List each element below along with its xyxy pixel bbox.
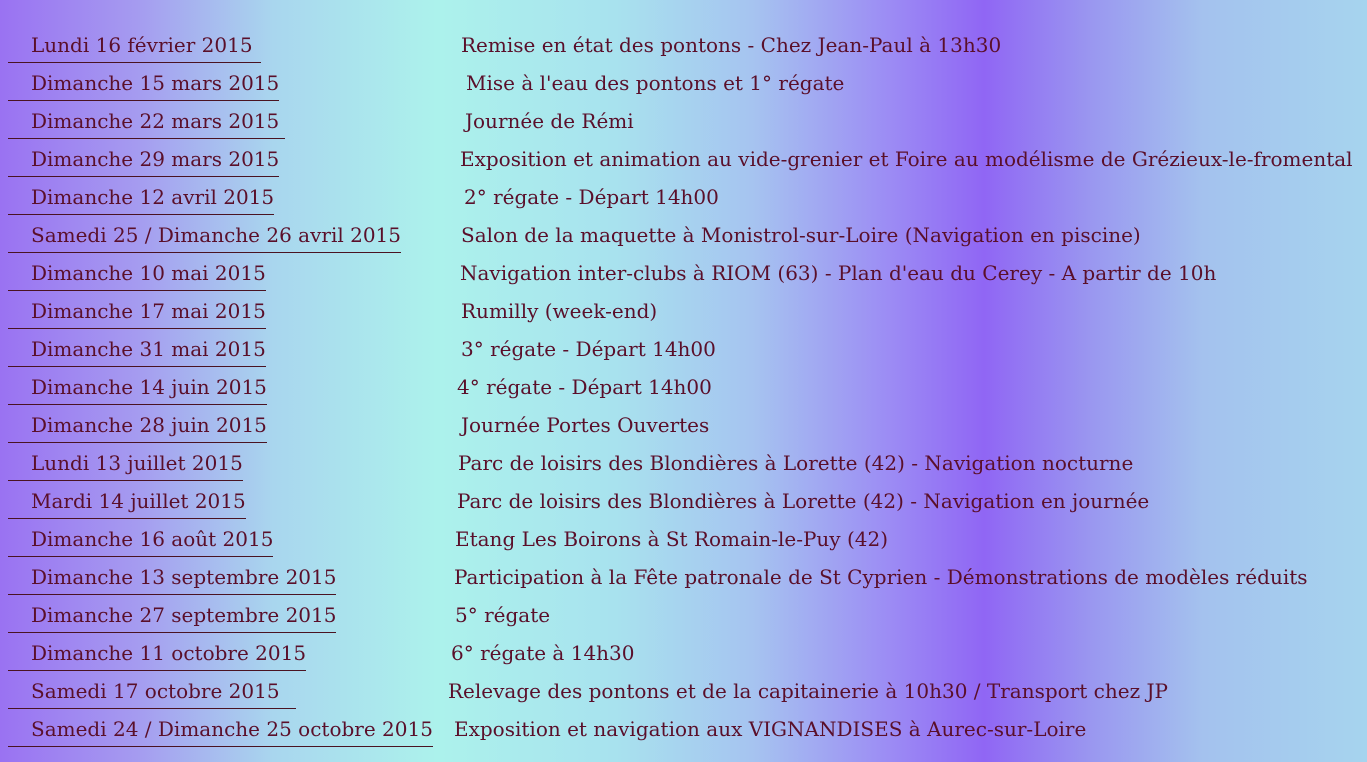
event-description: Salon de la maquette à Monistrol-sur-Loire (Navigation en piscine) <box>461 223 1141 247</box>
schedule-row <box>0 634 1367 672</box>
event-date: Dimanche 11 octobre 2015 <box>8 634 306 671</box>
event-description: Mise à l'eau des pontons et 1° régate <box>466 71 845 95</box>
schedule-row <box>0 26 1367 64</box>
event-date: Dimanche 31 mai 2015 <box>8 330 266 367</box>
schedule-row <box>0 102 1367 140</box>
schedule-row <box>0 368 1367 406</box>
schedule-row <box>0 482 1367 520</box>
schedule-row <box>0 444 1367 482</box>
schedule-row <box>0 330 1367 368</box>
event-description: Participation à la Fête patronale de St Cyprien - Démonstrations de modèles réduits <box>454 565 1308 589</box>
schedule-row <box>0 64 1367 102</box>
schedule-row <box>0 520 1367 558</box>
event-date: Dimanche 14 juin 2015 <box>8 368 267 405</box>
schedule-row <box>0 672 1367 710</box>
event-description: Etang Les Boirons à St Romain-le-Puy (42) <box>455 527 889 551</box>
schedule-row <box>0 596 1367 634</box>
event-description: Parc de loisirs des Blondières à Lorette (42) - Navigation nocturne <box>458 451 1134 475</box>
event-date: Dimanche 12 avril 2015 <box>8 178 274 215</box>
event-date: Dimanche 15 mars 2015 <box>8 64 279 101</box>
event-description: Exposition et navigation aux VIGNANDISES à Aurec-sur-Loire <box>454 717 1087 741</box>
event-date: Dimanche 17 mai 2015 <box>8 292 266 329</box>
event-date: Lundi 13 juillet 2015 <box>8 444 243 481</box>
schedule-row <box>0 292 1367 330</box>
event-description: 2° régate - Départ 14h00 <box>464 185 719 209</box>
event-description: 6° régate à 14h30 <box>451 641 635 665</box>
event-description: Rumilly (week-end) <box>461 299 658 323</box>
schedule-row <box>0 140 1367 178</box>
schedule-row <box>0 558 1367 596</box>
event-date: Lundi 16 février 2015 <box>8 26 261 63</box>
event-description: Navigation inter-clubs à RIOM (63) - Plan d'eau du Cerey - A partir de 10h <box>460 261 1217 285</box>
event-date: Dimanche 27 septembre 2015 <box>8 596 336 633</box>
event-date: Samedi 24 / Dimanche 25 octobre 2015 <box>8 710 433 747</box>
schedule-row <box>0 710 1367 748</box>
schedule-row <box>0 216 1367 254</box>
event-description: Journée Portes Ouvertes <box>461 413 710 437</box>
event-date: Dimanche 29 mars 2015 <box>8 140 279 177</box>
event-date: Samedi 25 / Dimanche 26 avril 2015 <box>8 216 401 253</box>
event-date: Dimanche 16 août 2015 <box>8 520 273 557</box>
event-description: 5° régate <box>455 603 551 627</box>
event-description: 3° régate - Départ 14h00 <box>461 337 716 361</box>
event-description: Relevage des pontons et de la capitainerie à 10h30 / Transport chez JP <box>448 679 1168 703</box>
event-description: Parc de loisirs des Blondières à Lorette (42) - Navigation en journée <box>457 489 1150 513</box>
event-date: Dimanche 10 mai 2015 <box>8 254 266 291</box>
event-date: Mardi 14 juillet 2015 <box>8 482 246 519</box>
event-description: 4° régate - Départ 14h00 <box>457 375 712 399</box>
schedule-row <box>0 178 1367 216</box>
event-description: Journée de Rémi <box>465 109 634 133</box>
event-date: Dimanche 22 mars 2015 <box>8 102 285 139</box>
event-date: Dimanche 13 septembre 2015 <box>8 558 336 595</box>
event-description: Remise en état des pontons - Chez Jean-Paul à 13h30 <box>461 33 1002 57</box>
schedule-row <box>0 406 1367 444</box>
event-schedule <box>0 26 1367 748</box>
event-date: Samedi 17 octobre 2015 <box>8 672 296 709</box>
event-date: Dimanche 28 juin 2015 <box>8 406 267 443</box>
event-description: Exposition et animation au vide-grenier et Foire au modélisme de Grézieux-le-fromental <box>460 147 1353 171</box>
schedule-row <box>0 254 1367 292</box>
